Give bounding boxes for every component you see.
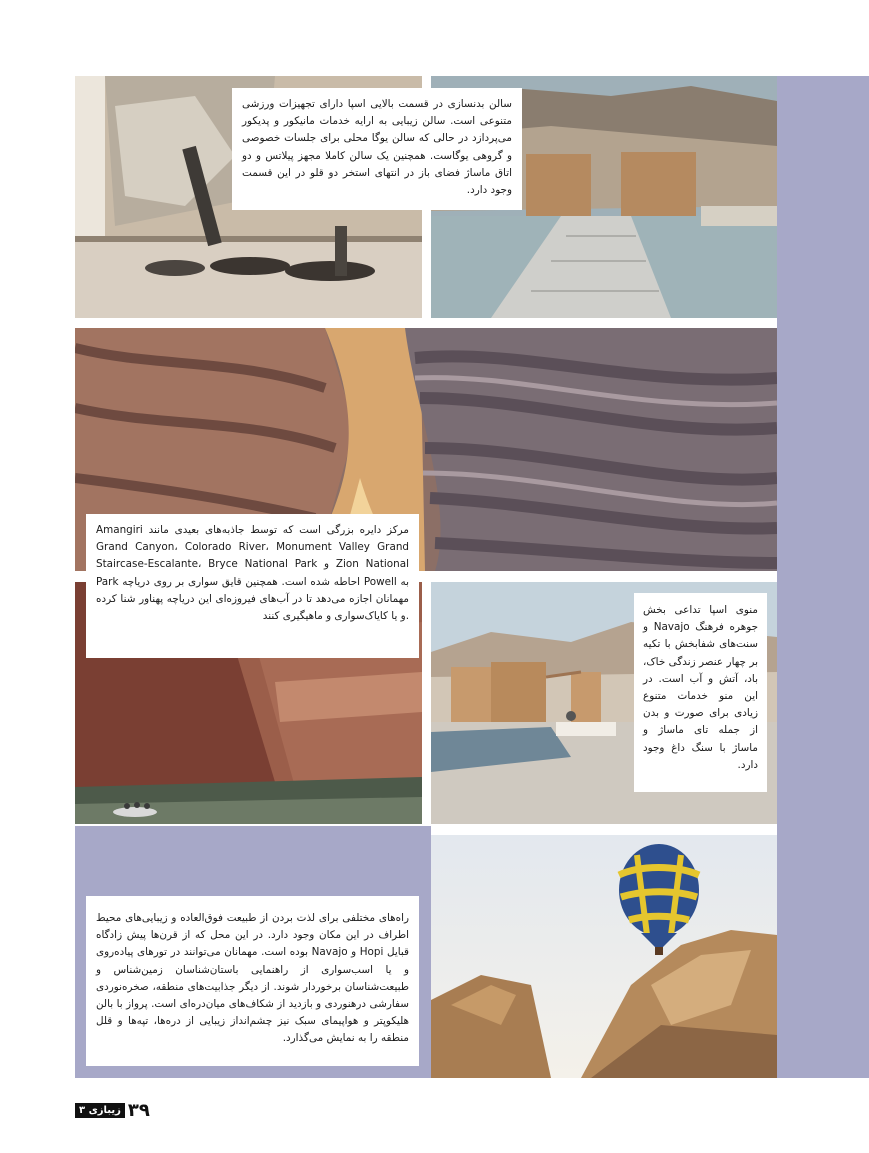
activities-caption: [86, 896, 419, 1066]
right-accent-band: [777, 76, 869, 1078]
amangiri-caption-text: Amangiri مرکز دایره بزرگی است که توسط جاذبه‌های بعیدی مانند Grand Canyon، Colorado River، Monument Valley Grand Staircase-Escalante، Bryce National Park و Zion National Park احاطه شده است. همچنین قایق سواری بر روی دریاچه Powell به مهمانان اجازه می‌دهد تا در آب‌های فیروزه‌ای این دریاچه پهناور شنا کرده و یا کایاک‌سواری و ماهیگیری کنند.: [96, 524, 410, 623]
spa-menu-caption-text: منوی اسپا تداعی بخش جوهره فرهنگ Navajo و سنت‌های شفابخش با تکیه بر چهار عنصر زندگی خاک، باد، آتش و آب است. در این منو خدمات متنوع زیادی برای صورت و بدن از جمله تای ماساژ و ماساژ با سنگ داغ وجود دارد.: [643, 604, 758, 771]
page-number: ۳۹: [127, 1100, 150, 1121]
amangiri-caption: [86, 514, 419, 658]
spa-menu-caption: [634, 593, 767, 792]
activities-caption-text: راه‌های مختلفی برای لذت بردن از طبیعت فوق‌العاده و زیبایی‌های محیط اطراف در این مکان وجود دارد. در این محل که از قرن‌ها پیش زادگاه قبایل Hopi و Navajo بوده است. مهمانان می‌توانند در تورهای پیاده‌روی و یا اسب‌سواری از راهنمایی باستان‌شناسان زمین‌شناس و طبیعت‌شناسان برخوردار شوند. از دیگر جذابیت‌های منطقه، صخره‌نوردی سفارشی درهنوردی و بازدید از شکاف‌های میان‌دره‌ای است. پرواز با بالن هلیکوپتر و هواپیمای سبک نیز چشم‌انداز زیبایی از دره‌ها، تپه‌ها و قلل منطقه را به نمایش می‌گذارد.: [96, 912, 409, 1045]
spa-gym-caption: [232, 88, 522, 210]
spa-gym-caption-text: سالن بدنسازی در قسمت بالایی اسپا دارای تجهیزات ورزشی متنوعی است. سالن زیبایی به ارایه خدمات مانیکور و پدیکور می‌پردازد در حالی که سالن یوگا محلی برای جلسات خصوصی و گروهی یوگاست. همچنین یک سالن کاملا مجهز پیلاتس و دو اتاق ماساژ فضای باز در انتهای استخر دو قلو در این قسمت وجود دارد.: [242, 98, 512, 197]
magazine-badge: زیبازی ۳: [75, 1103, 125, 1118]
balloon-photo: [431, 835, 777, 1078]
page-footer: [75, 1100, 150, 1121]
